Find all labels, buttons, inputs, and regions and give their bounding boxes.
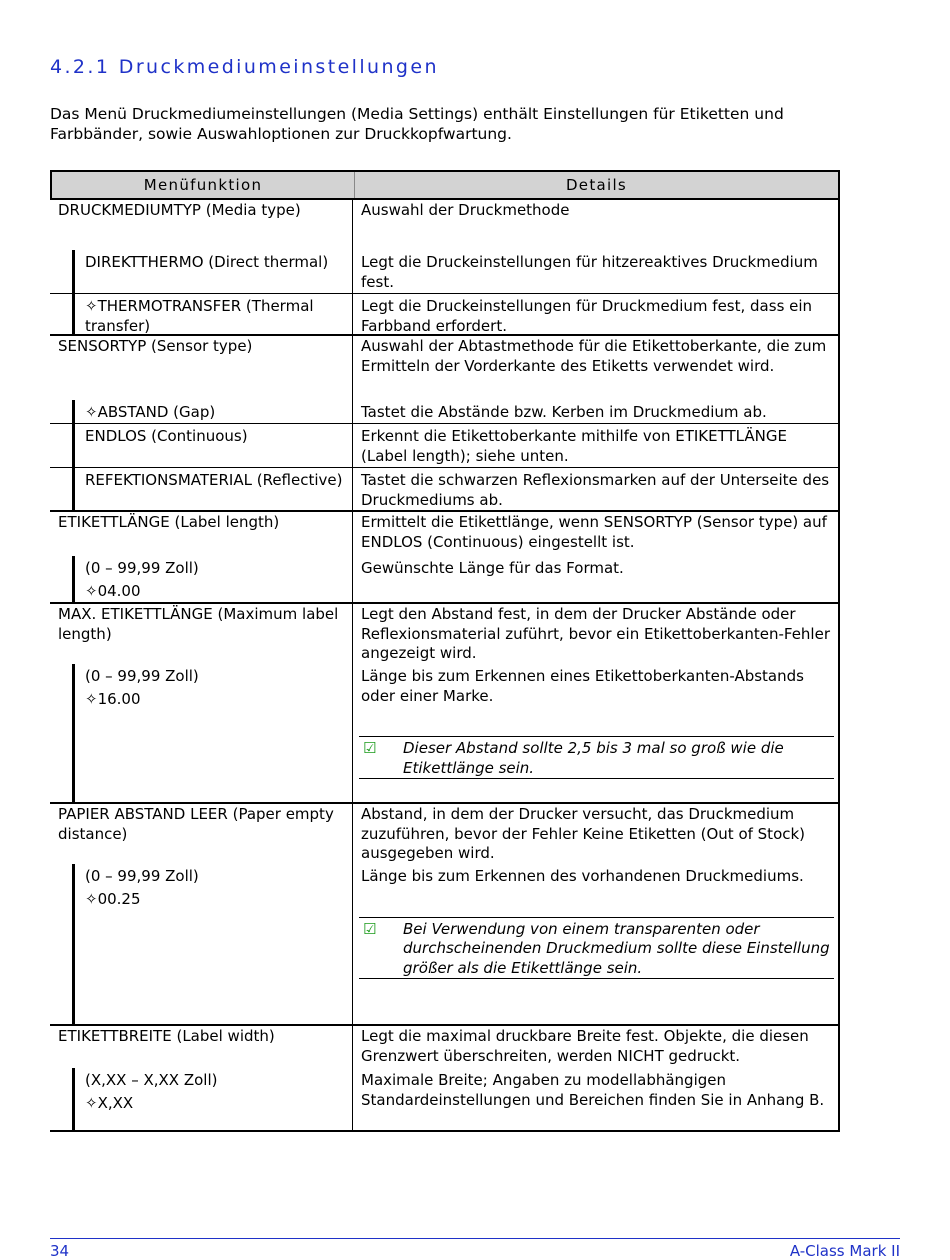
details-text: Länge bis zum Erkennen des vorhandenen Druckmediums. <box>361 867 804 885</box>
header-menufunktion: Menüfunktion <box>52 172 355 198</box>
details-cell <box>352 510 840 556</box>
details-cell <box>352 1024 840 1068</box>
details-text: Tastet die schwarzen Reflexionsmarken auf der Unterseite des Druckmediums ab. <box>361 471 830 509</box>
note-box <box>359 736 834 779</box>
menu-function-cell <box>72 664 352 802</box>
menu-function-label: PAPIER ABSTAND LEER (Paper empty distance) <box>58 805 334 843</box>
table-group-row <box>50 602 840 664</box>
menu-function-label: (0 – 99,99 Zoll) <box>85 559 199 577</box>
details-text: Auswahl der Druckmethode <box>361 201 570 219</box>
menu-function-cell <box>50 510 352 556</box>
table-sub-row <box>50 664 840 804</box>
table-sub-row <box>50 864 840 1026</box>
details-cell <box>352 400 840 423</box>
details-text: Legt die Druckeinstellungen für hitzereaktives Druckmedium fest. <box>361 253 818 291</box>
default-value: ✧04.00 <box>85 581 141 600</box>
details-cell <box>352 602 840 664</box>
menu-function-label: ✧THERMOTRANSFER (Thermal transfer) <box>85 297 314 335</box>
note-text: Dieser Abstand sollte 2,5 bis 3 mal so groß wie die Etikettlänge sein. <box>403 739 784 777</box>
menu-function-label: DRUCKMEDIUMTYP (Media type) <box>58 201 301 219</box>
details-cell <box>352 468 840 510</box>
menu-function-cell <box>50 802 352 864</box>
details-cell <box>352 864 840 1024</box>
table-group-row <box>50 1024 840 1068</box>
menu-function-label: DIREKTTHERMO (Direct thermal) <box>85 253 329 271</box>
section-heading: 4.2.1 Druckmediumeinstellungen <box>50 56 439 78</box>
menu-function-cell <box>72 424 352 467</box>
table-sub-row <box>50 424 840 468</box>
menu-function-cell <box>72 250 352 293</box>
details-text: Legt die maximal druckbare Breite fest. Objekte, die diesen Grenzwert überschreiten, werden NICHT gedruckt. <box>361 1027 809 1065</box>
footer-rule <box>50 1238 900 1239</box>
menu-function-cell <box>50 602 352 664</box>
details-cell <box>352 198 840 250</box>
menu-function-label: REFEKTIONSMATERIAL (Reflective) <box>85 471 343 489</box>
header-details: Details <box>565 176 628 194</box>
menu-function-label: (0 – 99,99 Zoll) <box>85 667 199 685</box>
intro-paragraph: Das Menü Druckmediumeinstellungen (Media Settings) enthält Einstellungen für Etiketten und Farbbänder, sowie Auswahloptionen zur Druckkopfwartung. <box>50 105 784 143</box>
product-name: A-Class Mark II <box>789 1242 900 1260</box>
details-text: Auswahl der Abtastmethode für die Etikettoberkante, die zum Ermitteln der Vorderkante des Etiketts verwendet wird. <box>361 337 827 375</box>
menu-function-label: MAX. ETIKETTLÄNGE (Maximum label length) <box>58 605 339 643</box>
details-text: Tastet die Abstände bzw. Kerben im Druckmedium ab. <box>361 403 767 421</box>
details-cell <box>352 802 840 864</box>
details-text: Maximale Breite; Angaben zu modellabhängigen Standardeinstellungen und Bereichen finden Sie in Anhang B. <box>361 1071 825 1109</box>
settings-table <box>50 170 840 1132</box>
menu-function-label: (0 – 99,99 Zoll) <box>85 867 199 885</box>
details-cell <box>352 664 840 802</box>
table-sub-row <box>50 400 840 424</box>
menu-function-cell <box>72 556 352 602</box>
default-value: ✧X,XX <box>85 1093 134 1112</box>
menu-function-cell <box>72 864 352 1024</box>
check-box-icon: ☑ <box>363 919 377 938</box>
details-cell <box>352 250 840 293</box>
menu-function-label: ✧ABSTAND (Gap) <box>85 403 216 421</box>
menu-function-cell <box>72 1068 352 1130</box>
table-group-row <box>50 334 840 400</box>
check-box-icon: ☑ <box>363 739 377 757</box>
details-cell <box>352 424 840 467</box>
default-value: ✧00.25 <box>85 889 141 908</box>
menu-function-cell <box>50 1024 352 1068</box>
menu-function-cell <box>50 198 352 250</box>
page-number: 34 <box>50 1242 70 1260</box>
note-box <box>359 917 834 980</box>
details-text: Gewünschte Länge für das Format. <box>361 559 624 577</box>
table-group-row <box>50 198 840 250</box>
details-cell <box>352 1068 840 1130</box>
table-header <box>50 170 840 200</box>
details-cell <box>352 334 840 400</box>
default-value: ✧16.00 <box>85 689 141 708</box>
table-sub-row <box>50 1068 840 1132</box>
details-text: Erkennt die Etikettoberkante mithilfe von ETIKETTLÄNGE (Label length); siehe unten. <box>361 427 787 465</box>
table-group-row <box>50 510 840 556</box>
table-sub-row <box>50 294 840 336</box>
table-sub-row <box>50 468 840 512</box>
menu-function-label: ETIKETTBREITE (Label width) <box>58 1027 275 1045</box>
menu-function-label: (X,XX – X,XX Zoll) <box>85 1071 218 1089</box>
menu-function-cell <box>72 468 352 510</box>
details-cell <box>352 556 840 602</box>
menu-function-label: SENSORTYP (Sensor type) <box>58 337 253 355</box>
note-text: Bei Verwendung von einem transparenten oder durchscheinenden Druckmedium sollte diese Einstellung größer als die Etikettlänge sein. <box>403 919 830 977</box>
details-text: Legt den Abstand fest, in dem der Drucker Abstände oder Reflexionsmaterial zuführt, bevor ein Etikettoberkanten-Fehler angezeigt wird. <box>361 605 830 662</box>
menu-function-label: ENDLOS (Continuous) <box>85 427 248 445</box>
details-text: Legt die Druckeinstellungen für Druckmedium fest, dass ein Farbband erfordert. <box>361 297 813 335</box>
details-cell <box>352 294 840 334</box>
menu-function-cell <box>50 334 352 400</box>
table-sub-row <box>50 250 840 294</box>
details-text: Länge bis zum Erkennen eines Etikettoberkanten-Abstands oder einer Marke. <box>361 667 804 705</box>
details-text: Abstand, in dem der Drucker versucht, das Druckmedium zuzuführen, bevor der Fehler Keine Etiketten (Out of Stock) ausgegeben wird. <box>361 805 806 862</box>
menu-function-label: ETIKETTLÄNGE (Label length) <box>58 513 280 531</box>
table-group-row <box>50 802 840 864</box>
menu-function-cell <box>72 400 352 423</box>
details-text: Ermittelt die Etikettlänge, wenn SENSORTYP (Sensor type) auf ENDLOS (Continuous) eingestellt ist. <box>361 513 827 551</box>
menu-function-cell <box>72 294 352 334</box>
table-sub-row <box>50 556 840 604</box>
